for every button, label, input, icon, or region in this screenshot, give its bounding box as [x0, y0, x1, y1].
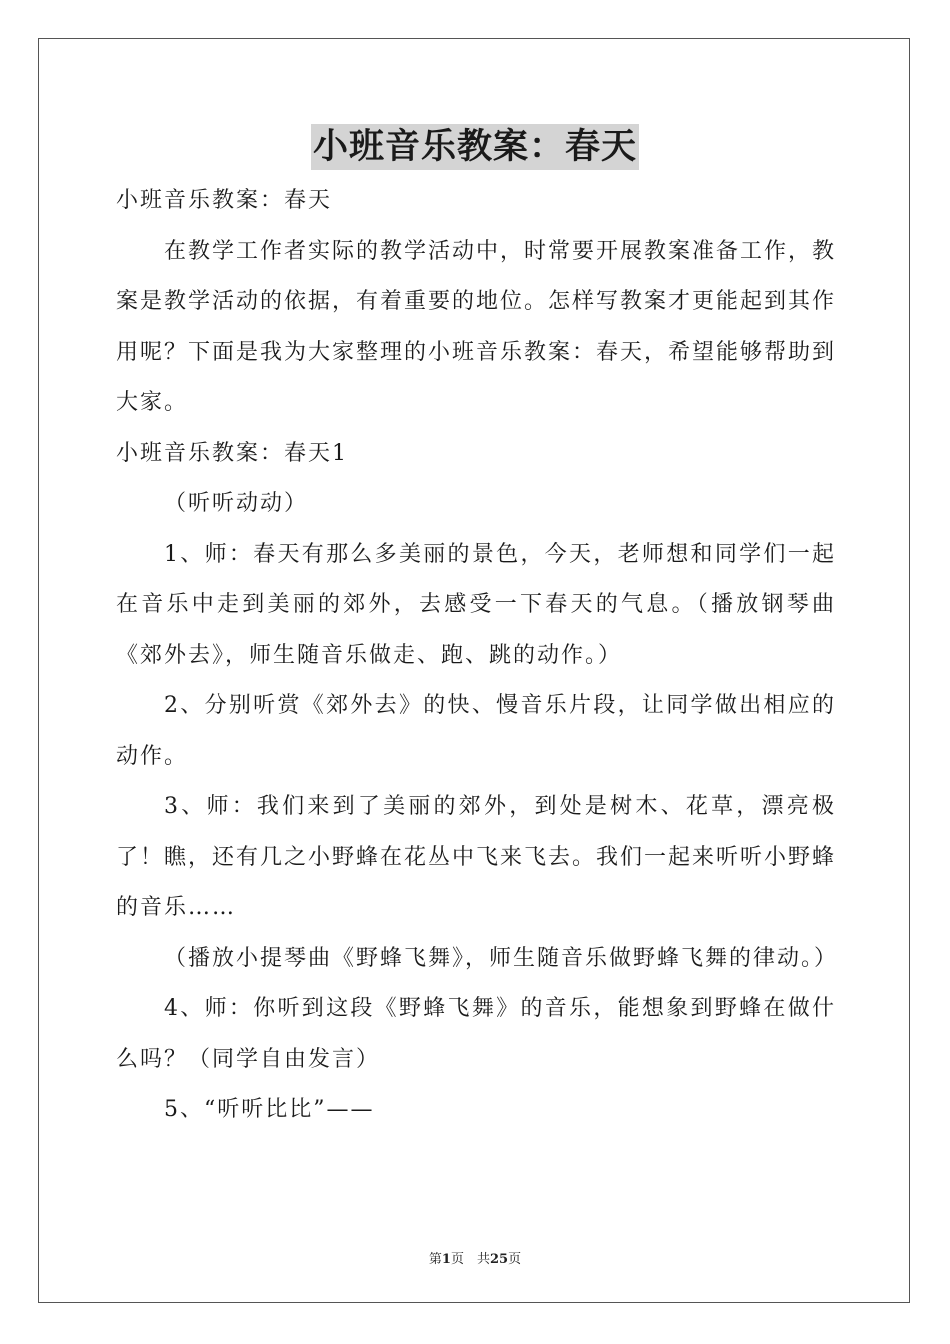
- paragraph-step-3: 3、师：我们来到了美丽的郊外，到处是树木、花草，漂亮极了！瞧，还有几之小野蜂在花丛中飞来飞去。我们一起来听听小野蜂的音乐……: [116, 794, 837, 920]
- footer-total-pages: 25: [489, 1252, 509, 1267]
- paragraph-step-2: 2、分别听赏《郊外去》的快、慢音乐片段，让同学做出相应的动作。: [116, 693, 836, 769]
- paragraph-step-4: 4、师：你听到这段《野蜂飞舞》的音乐，能想象到野蜂在做什么吗？（同学自由发言）: [116, 996, 836, 1072]
- page-footer: [0, 1248, 950, 1267]
- paragraph-section-heading: 小班音乐教案：春天1: [116, 440, 348, 466]
- paragraph-step-5: 5、“听听比比”——: [164, 1097, 375, 1122]
- footer-mid: 页 共: [450, 1252, 490, 1267]
- document-title: 小班音乐教案：春天: [311, 124, 639, 170]
- paragraph-step-3-note: （播放小提琴曲《野蜂飞舞》，师生随音乐做野蜂飞舞的律动。）: [164, 945, 839, 971]
- paragraph-subtitle: 小班音乐教案：春天: [116, 188, 333, 213]
- paragraph-activity-title: （听听动动）: [164, 491, 309, 516]
- title-container: [0, 124, 950, 170]
- paragraph-step-1: 1、师：春天有那么多美丽的景色，今天，老师想和同学们一起在音乐中走到美丽的郊外，去感受一下春天的气息。（播放钢琴曲《郊外去》，师生随音乐做走、跑、跳的动作。）: [116, 541, 836, 668]
- footer-prefix: 第: [428, 1252, 442, 1267]
- document-body: [116, 176, 839, 1136]
- footer-page-number: 1: [441, 1252, 451, 1267]
- paragraph-intro: 在教学工作者实际的教学活动中，时常要开展教案准备工作，教案是教学活动的依据，有着重要的地位。怎样写教案才更能起到其作用呢？下面是我为大家整理的小班音乐教案：春天，希望能够帮助到大家。: [116, 238, 837, 415]
- footer-suffix: 页: [508, 1252, 522, 1267]
